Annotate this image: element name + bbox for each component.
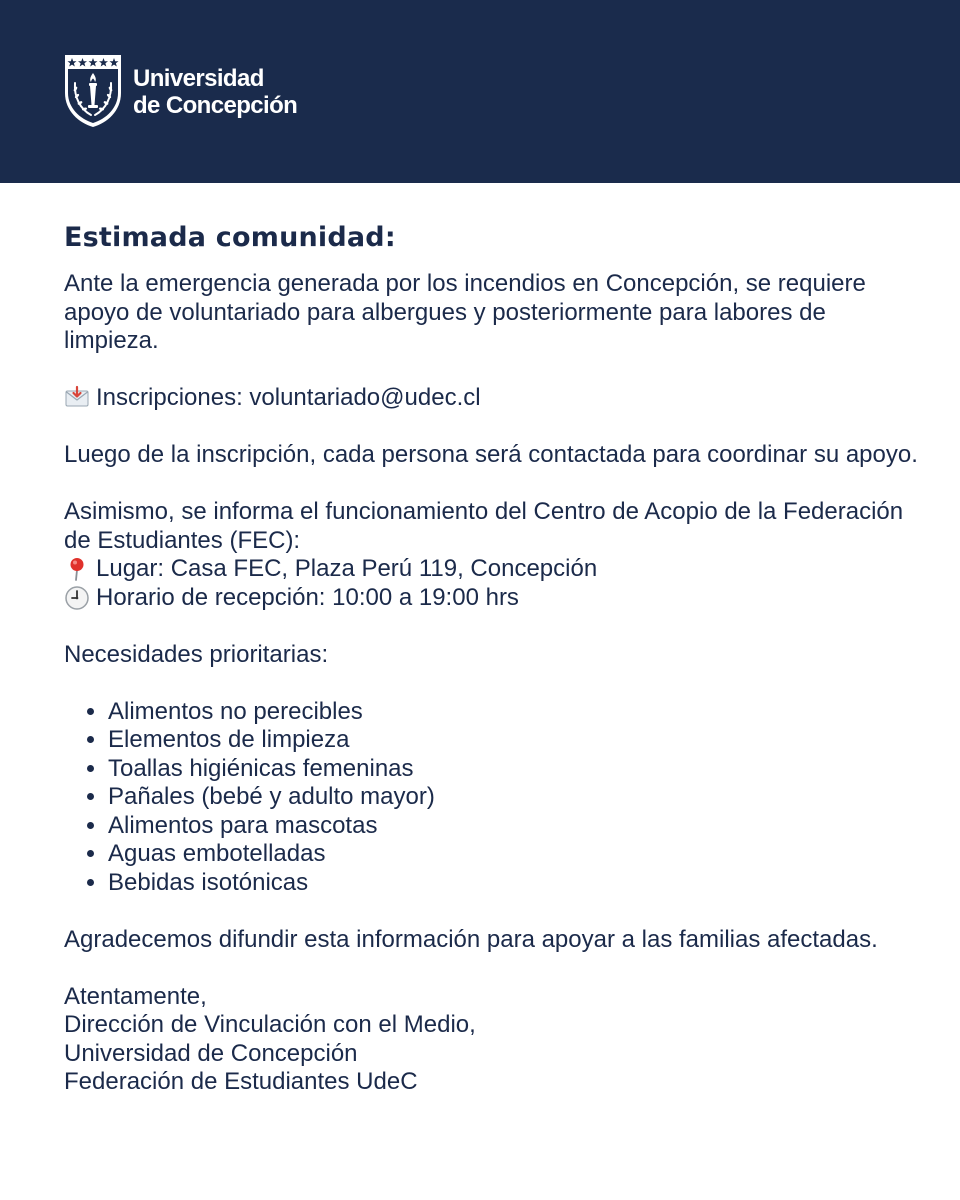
horario-text: Horario de recepción: 10:00 a 19:00 hrs: [96, 583, 519, 611]
pushpin-icon: [64, 556, 90, 582]
needs-title: Necesidades prioritarias:: [64, 640, 329, 668]
logo-wordmark: [133, 65, 297, 119]
envelope-icon: [64, 385, 90, 411]
list-item: • Alimentos no perecibles: [108, 698, 924, 727]
signature-line-2: Universidad de Concepción: [64, 1039, 358, 1067]
list-item: • Alimentos para mascotas: [108, 812, 924, 841]
lugar-line: [64, 555, 924, 584]
list-item: • Bebidas isotónicas: [108, 869, 924, 898]
logo-line-1: Universidad: [133, 65, 264, 92]
intro-paragraph: Ante la emergencia generada por los incendios en Concepción, se requiere apoyo de voluntariado para albergues y posteriormente para labores de limpieza.: [64, 270, 866, 354]
closing-paragraph: Agradecemos difundir esta información para apoyar a las familias afectadas.: [64, 925, 878, 953]
list-item: • Elementos de limpieza: [108, 726, 924, 755]
header-banner: [0, 0, 960, 183]
sign-off: Atentamente,: [64, 982, 207, 1010]
acopio-paragraph: Asimismo, se informa el funcionamiento del Centro de Acopio de la Federación de Estudiantes (FEC):: [64, 498, 904, 554]
udec-logo: [63, 53, 297, 129]
list-item: • Aguas embotelladas: [108, 840, 924, 869]
inscripciones-text: Inscripciones: voluntariado@udec.cl: [96, 384, 481, 411]
university-seal-icon: [63, 53, 123, 129]
greeting-heading: Estimada comunidad:: [64, 222, 396, 253]
signature-line-3: Federación de Estudiantes UdeC: [64, 1068, 418, 1095]
lugar-text: Lugar: Casa FEC, Plaza Perú 119, Concepción: [96, 555, 598, 582]
contact-paragraph: Luego de la inscripción, cada persona será contactada para coordinar su apoyo.: [64, 441, 918, 468]
logo-line-2: de Concepción: [133, 92, 298, 119]
signature-line-1: Dirección de Vinculación con el Medio,: [64, 1011, 476, 1038]
needs-list: [64, 698, 924, 898]
list-item: • Toallas higiénicas femeninas: [108, 755, 924, 784]
letter-body: [64, 218, 924, 1097]
inscripciones-line: [64, 384, 924, 413]
horario-line: [64, 584, 924, 613]
list-item: • Pañales (bebé y adulto mayor): [108, 783, 924, 812]
clock-icon: [64, 585, 90, 611]
